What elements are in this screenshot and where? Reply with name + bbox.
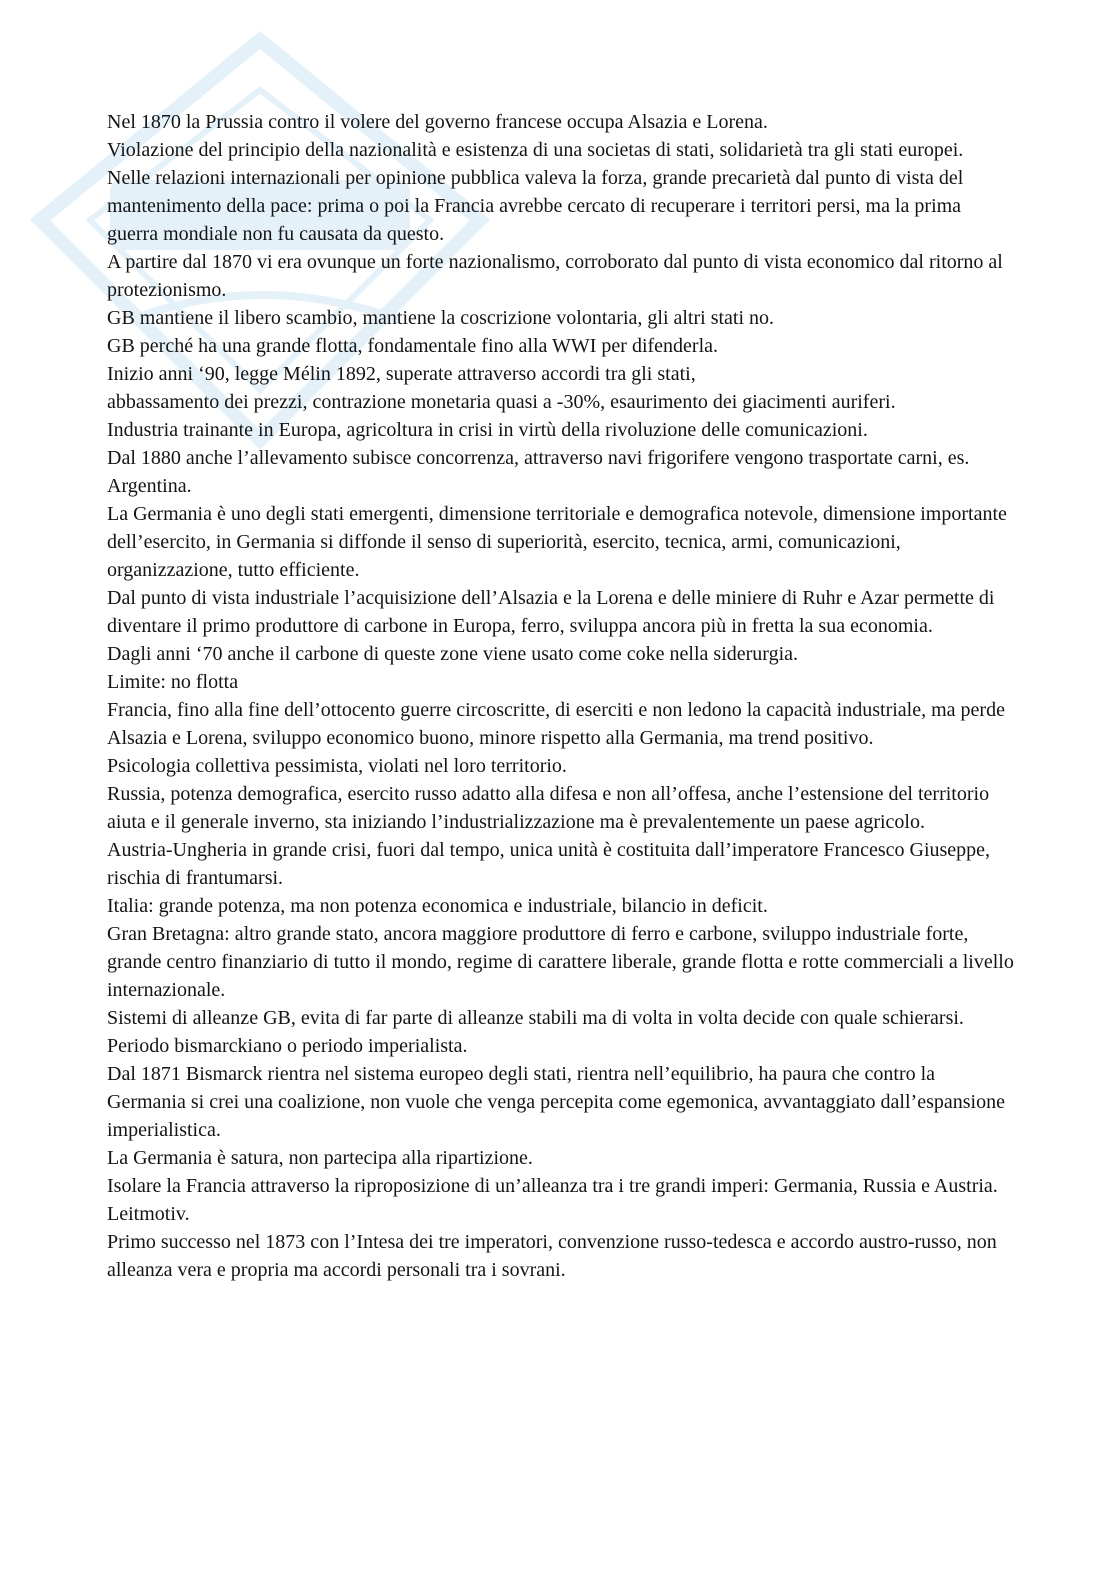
paragraph: Limite: no flotta <box>107 671 239 693</box>
document-body <box>107 108 1017 1284</box>
paragraph: Dal punto di vista industriale l’acquisizione dell’Alsazia e la Lorena e delle miniere di Ruhr e Azar permette di diventare il primo produttore di carbone in Europa, ferro, sviluppa ancora più in fretta la sua economia. <box>107 587 995 637</box>
paragraph: Isolare la Francia attraverso la riproposizione di un’alleanza tra i tre grandi imperi: Germania, Russia e Austria. Leitmotiv. <box>107 1175 998 1225</box>
paragraph: Violazione del principio della nazionalità e esistenza di una societas di stati, solidarietà tra gli stati europei. <box>107 139 964 161</box>
paragraph: La Germania è uno degli stati emergenti, dimensione territoriale e demografica notevole, dimensione importante dell’esercito, in Germania si diffonde il senso di superiorità, esercito, tecnica, armi, comunicazioni, organizzazione, tutto efficiente. <box>107 503 1007 581</box>
paragraph: La Germania è satura, non partecipa alla ripartizione. <box>107 1147 533 1169</box>
paragraph: A partire dal 1870 vi era ovunque un forte nazionalismo, corroborato dal punto di vista economico dal ritorno al protezionismo. <box>107 251 1003 301</box>
paragraph: Austria-Ungheria in grande crisi, fuori dal tempo, unica unità è costituita dall’imperatore Francesco Giuseppe, rischia di frantumarsi. <box>107 839 991 889</box>
paragraph: Sistemi di alleanze GB, evita di far parte di alleanze stabili ma di volta in volta decide con quale schierarsi. <box>107 1007 964 1029</box>
paragraph: Italia: grande potenza, ma non potenza economica e industriale, bilancio in deficit. <box>107 895 768 917</box>
paragraph: Primo successo nel 1873 con l’Intesa dei tre imperatori, convenzione russo-tedesca e accordo austro-russo, non alleanza vera e propria ma accordi personali tra i sovrani. <box>107 1231 997 1281</box>
paragraph: Russia, potenza demografica, esercito russo adatto alla difesa e non all’offesa, anche l’estensione del territorio aiuta e il generale inverno, sta iniziando l’industrializzazione ma è prevalentemente un paese agricolo. <box>107 783 990 833</box>
paragraph: GB perché ha una grande flotta, fondamentale fino alla WWI per difenderla. <box>107 335 719 357</box>
paragraph: abbassamento dei prezzi, contrazione monetaria quasi a -30%, esaurimento dei giacimenti auriferi. <box>107 391 896 413</box>
paragraph: Francia, fino alla fine dell’ottocento guerre circoscritte, di eserciti e non ledono la capacità industriale, ma perde Alsazia e Lorena, sviluppo economico buono, minore rispetto alla Germania, ma trend positivo. <box>107 699 1005 749</box>
paragraph: Dal 1871 Bismarck rientra nel sistema europeo degli stati, rientra nell’equilibrio, ha paura che contro la Germania si crei una coalizione, non vuole che venga percepita come egemonica, avvantaggiato dall’espansione imperialistica. <box>107 1063 1005 1141</box>
paragraph: GB mantiene il libero scambio, mantiene la coscrizione volontaria, gli altri stati no. <box>107 307 775 329</box>
paragraph: Inizio anni ‘90, legge Mélin 1892, superate attraverso accordi tra gli stati, <box>107 363 696 385</box>
paragraph: Dagli anni ‘70 anche il carbone di queste zone viene usato come coke nella siderurgia. <box>107 643 799 665</box>
paragraph: Industria trainante in Europa, agricoltura in crisi in virtù della rivoluzione delle comunicazioni. <box>107 419 868 441</box>
paragraph: Nel 1870 la Prussia contro il volere del governo francese occupa Alsazia e Lorena. <box>107 111 768 133</box>
paragraph: Dal 1880 anche l’allevamento subisce concorrenza, attraverso navi frigorifere vengono trasportate carni, es. Argentina. <box>107 447 970 497</box>
paragraph: Psicologia collettiva pessimista, violati nel loro territorio. <box>107 755 567 777</box>
paragraph: Nelle relazioni internazionali per opinione pubblica valeva la forza, grande precarietà dal punto di vista del mantenimento della pace: prima o poi la Francia avrebbe cercato di recuperare i territori persi, ma la prima guerra mondiale non fu causata da questo. <box>107 167 964 245</box>
paragraph: Periodo bismarckiano o periodo imperialista. <box>107 1035 468 1057</box>
paragraph: Gran Bretagna: altro grande stato, ancora maggiore produttore di ferro e carbone, sviluppo industriale forte, grande centro finanziario di tutto il mondo, regime di carattere liberale, grande flotta e rotte commerciali a livello internazionale. <box>107 923 1014 1001</box>
